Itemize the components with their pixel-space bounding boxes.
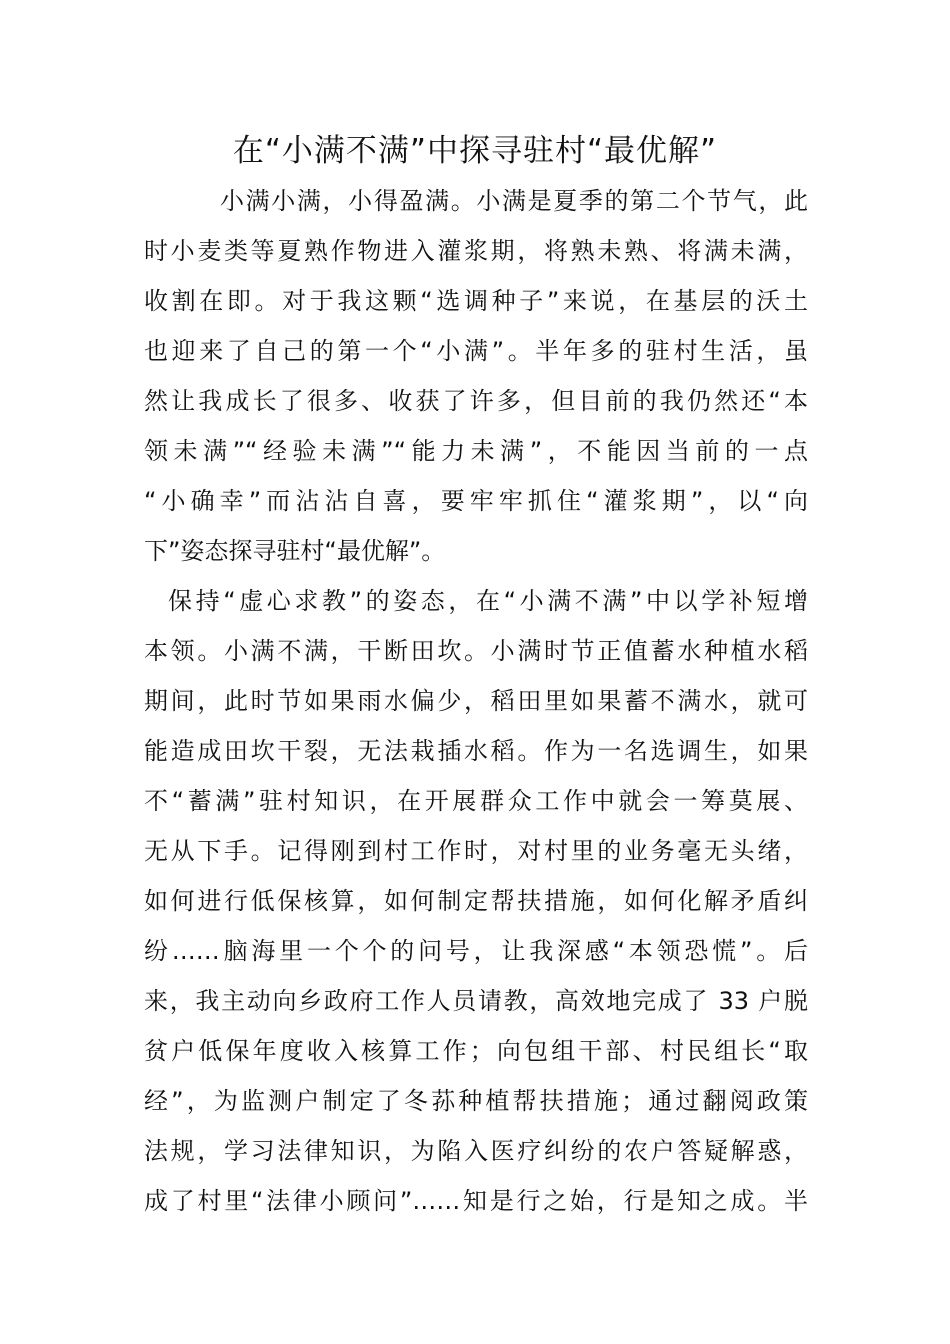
paragraph-line: 能造成田坎干裂，无法栽插水稻。作为一名选调生，如果	[144, 737, 808, 765]
paragraph-line: 如何进行低保核算，如何制定帮扶措施，如何化解矛盾纠	[144, 887, 808, 915]
paragraph-line: “小确幸”而沾沾自喜，要牢牢抓住“灌浆期”，以“向	[144, 487, 808, 515]
paragraph-2	[144, 576, 808, 1226]
paragraph-line: 本领。小满不满，干断田坎。小满时节正值蓄水种植水稻	[144, 637, 808, 665]
paragraph-line: 然让我成长了很多、收获了许多，但目前的我仍然还“本	[144, 387, 808, 415]
paragraph-line: 纷……脑海里一个个的问号，让我深感“本领恐慌”。后	[144, 937, 808, 965]
paragraph-line: 不“蓄满”驻村知识，在开展群众工作中就会一筹莫展、	[144, 787, 808, 815]
paragraph-line: 贫户低保年度收入核算工作；向包组干部、村民组长“取	[144, 1037, 808, 1065]
paragraph-line: 期间，此时节如果雨水偏少，稻田里如果蓄不满水，就可	[144, 687, 808, 715]
paragraph-line: 来，我主动向乡政府工作人员请教，高效地完成了 33 户脱	[144, 987, 808, 1015]
paragraph-line: 收割在即。对于我这颗“选调种子”来说，在基层的沃土	[144, 287, 808, 315]
paragraph-line: 也迎来了自己的第一个“小满”。半年多的驻村生活，虽	[144, 337, 808, 365]
paragraph-line: 经”，为监测户制定了冬荪种植帮扶措施；通过翻阅政策	[144, 1087, 808, 1115]
paragraph-line: 无从下手。记得刚到村工作时，对村里的业务毫无头绪，	[144, 837, 808, 865]
paragraph-1	[144, 176, 808, 576]
paragraph-line: 成了村里“法律小顾问”……知是行之始，行是知之成。半	[144, 1187, 808, 1215]
paragraph-line: 下”姿态探寻驻村“最优解”。	[144, 537, 446, 565]
paragraph-line: 法规，学习法律知识，为陷入医疗纠纷的农户答疑解惑，	[144, 1137, 808, 1165]
paragraph-line: 保持“虚心求教”的姿态，在“小满不满”中以学补短增	[168, 587, 808, 615]
paragraph-line: 时小麦类等夏熟作物进入灌浆期，将熟未熟、将满未满，	[144, 237, 808, 265]
paragraph-line: 领未满”“经验未满”“能力未满”，不能因当前的一点	[144, 437, 808, 465]
paragraph-line: 小满小满，小得盈满。小满是夏季的第二个节气，此	[220, 187, 808, 215]
document-body	[144, 176, 808, 1226]
document-title: 在“小满不满”中探寻驻村“最优解”	[232, 133, 718, 169]
